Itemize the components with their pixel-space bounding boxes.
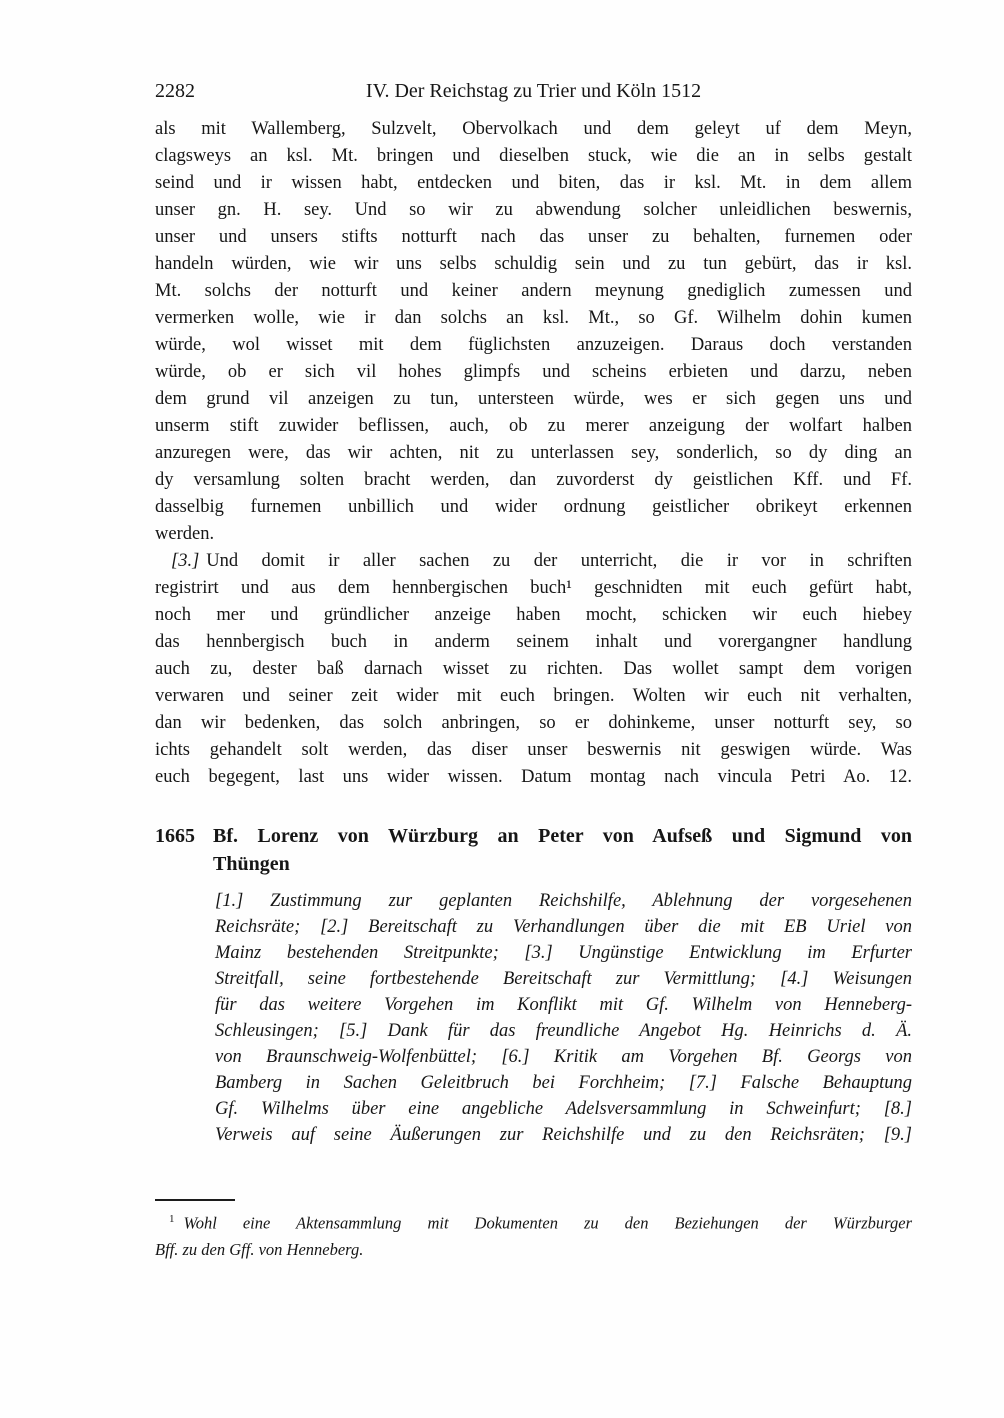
text-line: unser und unsers stifts notturft nach das unser zu behalten, furnemen oder <box>155 227 912 247</box>
text-line: würde, wol wisset mit dem füglichsten anzuzeigen. Daraus doch verstanden <box>155 335 912 355</box>
footnote-marker: 1 <box>169 1213 175 1225</box>
text-line: von Braunschweig-Wolfenbüttel; [6.] Kritik am Vorgehen Bf. Georgs von <box>215 1047 912 1067</box>
entry-summary <box>215 888 912 1148</box>
text-line: werden. <box>155 524 215 544</box>
text-line: Mt. solchs der notturft und keiner andern meynung gnediglich zumessen und <box>155 281 912 301</box>
text-line: auch zu, dester baß darnach wisset zu richten. Das wollet sampt dem vorigen <box>155 659 912 679</box>
entry-title <box>213 822 912 878</box>
text-line: ichts gehandelt solt werden, das diser unser beswernis nit geswigen würde. Was <box>155 740 912 760</box>
text-line: euch begegent, last uns wider wissen. Datum montag nach vincula Petri Ao. 12. <box>155 767 912 787</box>
text-line: unserm stift zuwider beflissen, auch, ob zu merer anzeigung der wolfart halben <box>155 416 912 436</box>
paragraph-3-rest <box>155 575 912 791</box>
entry-number: 1665 <box>155 825 195 847</box>
text-line: Reichsräte; [2.] Bereitschaft zu Verhandlungen über die mit EB Uriel von <box>215 917 912 937</box>
text-line: registrirt und aus dem hennbergischen buch¹ geschnidten mit euch gefürt habt, <box>155 578 912 598</box>
page-number: 2282 <box>155 80 195 102</box>
text-line: Bamberg in Sachen Geleitbruch bei Forchheim; [7.] Falsche Behauptung <box>215 1073 912 1093</box>
text-line: Schleusingen; [5.] Dank für das freundliche Angebot Hg. Heinrichs d. Ä. <box>215 1021 912 1041</box>
text-line: noch mer und gründlicher anzeige haben mocht, schicken wir euch hiebey <box>155 605 912 625</box>
body-paragraph-3 <box>155 548 912 791</box>
footnote-line: Bff. zu den Gff. von Henneberg. <box>155 1239 364 1259</box>
text-line: Streitfall, seine fortbestehende Bereitschaft zur Vermittlung; [4.] Weisungen <box>215 969 912 989</box>
section-marker: [3.] <box>171 551 200 571</box>
text-line: anzuregen were, das wir achten, nit zu unterlassen sey, sonderlich, so dy ding an <box>155 443 912 463</box>
text-line: Verweis auf seine Äußerungen zur Reichshilfe und zu den Reichsräten; [9.] <box>215 1125 912 1145</box>
text-line: handeln würden, wie wir uns selbs schuldig sein und zu tun gebürt, das ir ksl. <box>155 254 912 274</box>
text-line: dasselbig furnemen unbillich und wider ordnung geistlicher obrikeyt erkennen <box>155 497 912 517</box>
text-line: dan wir bedenken, das solch anbringen, so er dohinkeme, unser notturft sey, so <box>155 713 912 733</box>
footnote-text: Wohl eine Aktensammlung mit Dokumenten zu den Beziehungen der Würzburger <box>183 1213 912 1233</box>
page-header <box>155 80 912 106</box>
entry-title-line: Thüngen <box>213 853 290 875</box>
text-line: würde, ob er sich vil hohes glimpfs und scheins erbieten und darzu, neben <box>155 362 912 382</box>
text-line: verwaren und seiner zeit wider mit euch bringen. Wolten wir euch nit verhalten, <box>155 686 912 706</box>
body-paragraph-continuation <box>155 116 912 548</box>
running-head: IV. Der Reichstag zu Trier und Köln 1512 <box>365 80 702 102</box>
footnote-line <box>155 1206 912 1237</box>
text-line: vermerken wolle, wie ir dan solchs an ksl. Mt., so Gf. Wilhelm dohin kumen <box>155 308 912 328</box>
entry-title-line: Bf. Lorenz von Würzburg an Peter von Aufseß und Sigmund von <box>213 825 912 847</box>
text-line <box>155 548 912 575</box>
text-line: dem grund vil anzeigen zu tun, untersteen würde, wes er sich gegen uns und <box>155 389 912 409</box>
text-line: für das weitere Vorgehen im Konflikt mit Gf. Wilhelm von Henneberg- <box>215 995 912 1015</box>
footnote-divider <box>155 1199 235 1201</box>
text-line: als mit Wallemberg, Sulzvelt, Obervolkach und dem geleyt uf dem Meyn, <box>155 119 912 139</box>
text-line: seind und ir wissen habt, entdecken und biten, das ir ksl. Mt. in dem allem <box>155 173 912 193</box>
text-line: clagsweys an ksl. Mt. bringen und dieselben stuck, wie die an in selbs gestalt <box>155 146 912 166</box>
text-line: das hennbergisch buch in anderm seinem inhalt und vorergangner handlung <box>155 632 912 652</box>
text-line: Gf. Wilhelms über eine angebliche Adelsversammlung in Schweinfurt; [8.] <box>215 1099 912 1119</box>
text-line: [1.] Zustimmung zur geplanten Reichshilfe, Ablehnung der vorgesehenen <box>215 891 912 911</box>
entry-heading <box>155 822 912 878</box>
text-line-rest: Und domit ir aller sachen zu der unterricht, die ir vor in schriften <box>206 551 912 571</box>
text-line: Mainz bestehenden Streitpunkte; [3.] Ungünstige Entwicklung im Erfurter <box>215 943 912 963</box>
text-line: unser gn. H. sey. Und so wir zu abwendung solcher unleidlichen beswernis, <box>155 200 912 220</box>
footnote <box>155 1206 912 1263</box>
text-block <box>155 80 912 1259</box>
text-line: dy versamlung solten bracht werden, dan zuvorderst dy geistlichen Kff. und Ff. <box>155 470 912 490</box>
